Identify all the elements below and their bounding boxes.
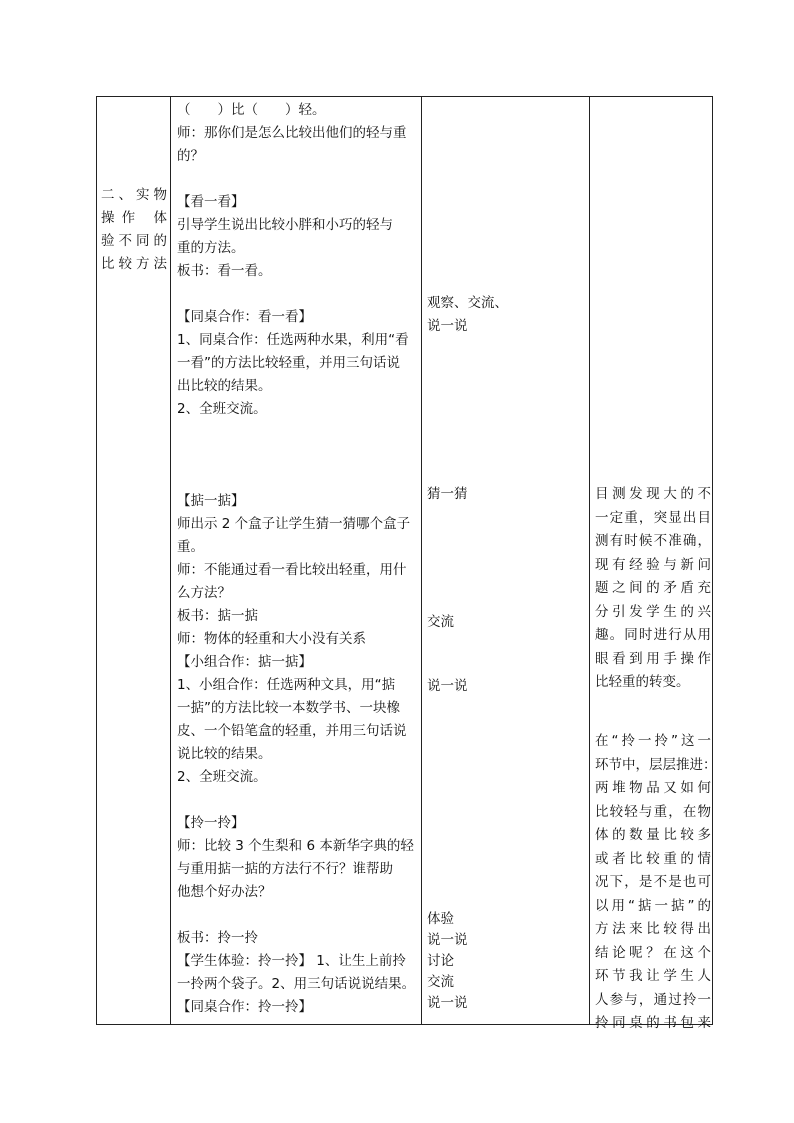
student-activity: 讨论 bbox=[427, 953, 454, 969]
design-intent-line: 在“拎一拎”这一 bbox=[595, 733, 711, 749]
design-intent-line: 比较轻与重，在物 bbox=[595, 803, 711, 820]
activity-line: 重。 bbox=[177, 539, 204, 555]
activity-line: 板书：看一看。 bbox=[177, 263, 272, 279]
design-intent-line: 况下，是不是也可 bbox=[595, 874, 711, 890]
activity-line: 师出示 2 个盒子让学生猜一猜哪个盒子 bbox=[177, 516, 411, 532]
design-intent-line: 结论呢？在这个 bbox=[595, 944, 711, 961]
activity-line: 师：不能通过看一看比较出轻重，用什 bbox=[177, 562, 407, 578]
student-activity: 猜一猜 bbox=[427, 486, 468, 502]
stage-label-line: 验不同的 bbox=[101, 233, 167, 249]
activity-line: 【学生体验：拎一拎】 1、让生上前拎 bbox=[177, 953, 406, 969]
section-heading: 【掂一掂】 bbox=[177, 493, 245, 509]
blank-line bbox=[177, 467, 417, 490]
activity-line: 皮、一个铅笔盒的轻重，并用三句话说 bbox=[177, 723, 407, 739]
section-heading: 【同桌合作：拎一拎】 bbox=[177, 999, 312, 1015]
design-intent-line: 现有经验与新问 bbox=[595, 556, 711, 573]
design-intent-line: 分引发学生的兴 bbox=[595, 603, 711, 620]
column-divider bbox=[589, 97, 590, 1024]
design-intent-line: 趣。同时进行从用 bbox=[595, 627, 711, 643]
design-intent-line: 以用“掂一掂”的 bbox=[595, 897, 711, 914]
design-intent-paragraph bbox=[595, 730, 717, 1036]
design-intent-line: 或者比较重的情 bbox=[595, 850, 711, 867]
stage-label-line: 二、实物 bbox=[101, 187, 167, 203]
design-intent-line: 方法来比较得出 bbox=[595, 921, 711, 937]
blank-line bbox=[177, 789, 417, 812]
student-activity: 体验 bbox=[427, 911, 454, 927]
column-divider bbox=[170, 97, 171, 1024]
student-activity: 交流 bbox=[427, 614, 454, 630]
activity-line: 他想个好办法？ bbox=[177, 884, 272, 900]
activity-line: 1、同桌合作：任选两种水果，利用“看 bbox=[177, 332, 409, 348]
activity-line: （ ）比（ ）轻。 bbox=[177, 102, 326, 118]
activity-line: 么方法？ bbox=[177, 585, 231, 601]
activity-line: 与重用掂一掂的方法行不行？谁帮助 bbox=[177, 861, 393, 877]
student-activity: 观察、交流、 bbox=[427, 295, 508, 311]
activity-line: 1、小组合作：任选两种文具，用“掂 bbox=[177, 677, 396, 693]
student-activity: 说一说 bbox=[427, 678, 468, 694]
activity-line: 板书：掂一掂 bbox=[177, 608, 258, 624]
student-activity-group bbox=[427, 292, 587, 338]
design-intent-line: 目测发现大的不 bbox=[595, 486, 711, 502]
blank-line bbox=[177, 283, 417, 306]
activity-line: 一拎两个袋子。2、用三句话说说结果。 bbox=[177, 976, 416, 992]
design-intent-paragraph bbox=[595, 483, 711, 695]
student-activity: 交流 bbox=[427, 974, 454, 990]
design-intent-line: 环节我让学生人 bbox=[595, 968, 711, 984]
activity-line: 的？ bbox=[177, 148, 204, 164]
activity-line: 2、全班交流。 bbox=[177, 769, 267, 785]
activity-line: 出比较的结果。 bbox=[177, 378, 272, 394]
student-activity: 说一说 bbox=[427, 932, 468, 948]
design-intent-line: 眼看到用手操作 bbox=[595, 650, 711, 667]
stage-label bbox=[101, 184, 167, 276]
design-intent-line: 拎同桌的书包来 bbox=[595, 1015, 711, 1031]
blank-line bbox=[177, 421, 417, 444]
student-activity-group bbox=[427, 909, 587, 1014]
design-intent-line: 一定重，突显出目 bbox=[595, 509, 711, 526]
student-activity: 说一说 bbox=[427, 318, 468, 334]
blank-line bbox=[177, 444, 417, 467]
activity-line: 2、全班交流。 bbox=[177, 401, 267, 417]
design-intent-line: 比轻重的转变。 bbox=[595, 674, 690, 690]
student-activity-group bbox=[427, 675, 587, 698]
section-heading: 【同桌合作：看一看】 bbox=[177, 309, 312, 325]
section-heading: 【看一看】 bbox=[177, 194, 245, 210]
design-intent-line: 测有时候不准确， bbox=[595, 533, 711, 549]
activity-line: 一掂”的方法比较一本数学书、一块橡 bbox=[177, 700, 400, 716]
activity-line: 重的方法。 bbox=[177, 240, 245, 256]
activity-line: 引导学生说出比较小胖和小巧的轻与 bbox=[177, 217, 393, 233]
teacher-activities bbox=[177, 99, 417, 1019]
student-activity: 说一说 bbox=[427, 995, 468, 1011]
design-intent-line: 环节中，层层推进： bbox=[595, 756, 717, 773]
section-heading: 【小组合作：掂一掂】 bbox=[177, 654, 312, 670]
blank-line bbox=[177, 168, 417, 191]
design-intent-line: 体的数量比较多 bbox=[595, 827, 711, 843]
design-intent-line: 两堆物品又如何 bbox=[595, 780, 711, 796]
activity-line: 师：物体的轻重和大小没有关系 bbox=[177, 631, 366, 647]
activity-line: 板书：拎一拎 bbox=[177, 930, 258, 946]
activity-line: 师：比较 3 个生梨和 6 本新华字典的轻 bbox=[177, 838, 414, 854]
activity-line: 说比较的结果。 bbox=[177, 746, 272, 762]
design-intent-line: 人参与，通过拎一 bbox=[595, 991, 711, 1008]
student-activity-group bbox=[427, 611, 587, 634]
activity-line: 师：那你们是怎么比较出他们的轻与重 bbox=[177, 125, 407, 141]
activity-line: 一看”的方法比较轻重，并用三句话说 bbox=[177, 355, 400, 371]
blank-line bbox=[177, 904, 417, 927]
stage-label-line: 操作 体 bbox=[101, 210, 167, 226]
column-divider bbox=[421, 97, 422, 1024]
design-intent-line: 题之间的矛盾充 bbox=[595, 580, 711, 596]
student-activity-group bbox=[427, 483, 587, 506]
section-heading: 【拎一拎】 bbox=[177, 815, 245, 831]
lesson-plan-table bbox=[96, 96, 717, 1031]
stage-label-line: 比较方法 bbox=[101, 256, 167, 272]
